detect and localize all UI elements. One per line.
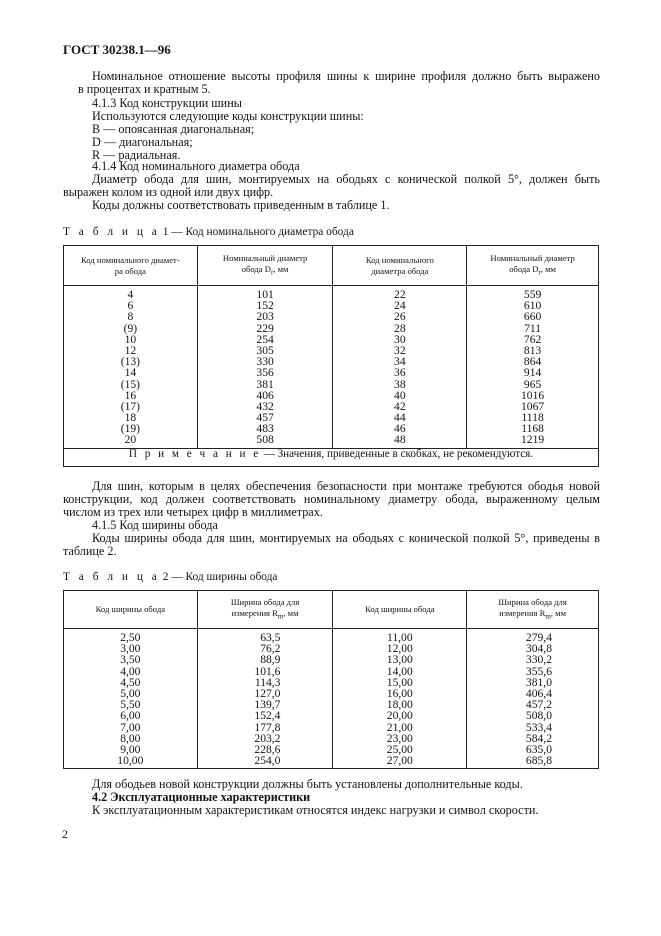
table-cell: 5,50 [120, 698, 141, 712]
table-1-header-diameter-2: Номинальный диаметр обода $D_r$, мм [467, 246, 599, 286]
table-cell: 18,00 [386, 698, 413, 712]
table-cell: 14 [124, 366, 137, 380]
table-cell: 3,00 [120, 642, 141, 656]
table-cell: 20,00 [386, 709, 413, 723]
table-cell: 18 [124, 411, 137, 425]
table-cell: 88,9 [260, 653, 281, 667]
section-415-line-2: таблице 2. [63, 544, 117, 558]
table-cell: 229 [256, 321, 274, 335]
table-cell: 330 [256, 355, 274, 369]
section-413-line: R — радиальная. [92, 147, 181, 162]
table-cell: 36 [394, 366, 406, 380]
table-cell: 330,2 [525, 653, 552, 667]
table-cell: 559 [523, 288, 542, 301]
table-cell: 10,00 [117, 754, 144, 768]
section-42-heading: 4.2 Эксплуатационные характеристики [92, 790, 311, 804]
table-cell: 8,00 [120, 731, 141, 745]
table-2 [63, 590, 599, 769]
after-table-1-line-3: числом из трех или четырех цифр в миллиметрах. [63, 505, 323, 519]
table-cell: 203 [256, 310, 274, 324]
table-2-header-code-2: Код ширины обода [333, 591, 467, 629]
table-cell: 26 [394, 310, 406, 324]
intro-line-1: Номинальное отношение высоты профиля шины к ширине профиля должно быть выражено [92, 69, 600, 83]
table-cell: 483 [256, 422, 274, 436]
table-cell: 813 [523, 343, 542, 357]
intro-line-2: в процентах и кратным 5. [78, 82, 211, 96]
table-cell: 508,0 [525, 709, 552, 723]
section-414-heading: 4.1.4 Код номинального диаметра обода [92, 159, 300, 173]
table-cell: 279,4 [525, 631, 552, 644]
table-cell: 254,0 [254, 754, 281, 768]
table-cell: 15,00 [386, 675, 413, 689]
table-1-header-code: Код номинального диамет- ра обода [64, 246, 198, 286]
table-2-header-code: Код ширины обода [64, 591, 198, 629]
table-cell: 13,00 [386, 653, 413, 667]
table-cell: 3,50 [120, 653, 141, 667]
table-cell: (17) [120, 399, 141, 413]
section-413-list [92, 110, 364, 162]
table-cell: 24 [394, 299, 406, 313]
table-cell: 63,5 [260, 631, 281, 644]
section-414-line-1: Диаметр обода для шин, монтируемых на ободьях с конической полкой 5°, должен быть [92, 172, 600, 186]
table-cell: 28 [394, 321, 406, 335]
table-1-col-code-2 [333, 289, 466, 446]
table-cell: 228,6 [254, 742, 281, 756]
table-1-header-code-2: Код номинального диаметра обода [333, 246, 467, 286]
table-1-caption [63, 226, 354, 239]
table-cell: 508 [256, 433, 274, 447]
after-table-1-line-1: Для шин, которым в целях обеспечения безопасности при монтаже требуются ободья новой [92, 479, 600, 493]
table-cell: 44 [394, 411, 406, 425]
table-cell: 914 [523, 366, 542, 380]
table-cell: 127,0 [254, 686, 281, 700]
table-cell: 8 [127, 310, 134, 324]
table-cell: 457,2 [525, 698, 552, 712]
table-cell: 965 [523, 377, 542, 391]
table-cell: 381,0 [525, 675, 552, 689]
table-cell: 864 [523, 355, 542, 369]
table-cell: 152,4 [254, 709, 281, 723]
table-1-col-code [64, 289, 197, 446]
table-cell: 21,00 [386, 720, 413, 734]
table-cell: 584,2 [525, 731, 552, 745]
section-414-paragraph-2: Коды должны соответствовать приведенным в таблице 1. [92, 198, 390, 212]
table-cell: 6 [127, 299, 134, 313]
table-cell: 4,50 [120, 675, 141, 689]
table-cell: 16 [124, 388, 137, 402]
table-cell: 139,7 [254, 698, 281, 712]
table-2-header-width: Ширина обода для измерения $R_m$, мм [197, 591, 333, 629]
table-cell: 30 [394, 332, 406, 346]
table-cell: 304,8 [525, 642, 552, 656]
table-cell: 16,00 [386, 686, 413, 700]
table-cell: 12 [124, 343, 137, 357]
table-cell: 46 [394, 422, 406, 436]
table-2-caption-title: 2 — Код ширины обода [162, 571, 278, 583]
table-1-header-diameter: Номинальный диаметр обода $D_r$, мм [197, 246, 333, 286]
section-415-line-1: Коды ширины обода для шин, монтируемых на ободьях с конической полкой 5°, приведены в [92, 531, 600, 545]
section-413-line: В — опоясанная диагональная; [92, 121, 255, 136]
table-1-note: П р и м е ч а н и е — Значения, приведенные в скобках, не рекомендуются. [64, 448, 599, 466]
table-cell: 2,50 [120, 631, 141, 644]
table-2-caption-lead: Т а б л и ц а [63, 571, 160, 583]
table-cell: 101 [256, 288, 274, 301]
table-cell: 1118 [521, 411, 544, 425]
table-cell: 40 [394, 388, 406, 402]
table-cell: 406 [256, 388, 274, 402]
table-cell: 1016 [521, 388, 545, 402]
table-1-col-diameter [198, 289, 333, 446]
table-2-col-width [198, 632, 333, 766]
table-cell: 48 [394, 433, 406, 447]
table-1-caption-lead: Т а б л и ц а [63, 226, 160, 238]
table-1-col-diameter-2 [467, 289, 598, 446]
table-cell: 34 [394, 355, 406, 369]
table-cell: 254 [256, 332, 274, 346]
after-table-1-line-2: конструкции, код должен соответствовать номинальному диаметру обода, выраженному целым [63, 492, 600, 506]
table-cell: 305 [256, 343, 274, 357]
table-cell: 12,00 [386, 642, 413, 656]
table-cell: 25,00 [386, 742, 413, 756]
document-code-header: ГОСТ 30238.1—96 [63, 42, 171, 57]
table-cell: 27,00 [386, 754, 413, 768]
table-cell: 432 [256, 399, 274, 413]
table-cell: 203,2 [254, 731, 281, 745]
table-cell: 101,6 [254, 664, 281, 678]
table-cell: (13) [120, 355, 141, 369]
after-table-2-paragraph: Для ободьев новой конструкции должны быть установлены дополнительные коды. [92, 777, 523, 791]
table-cell: 660 [523, 310, 542, 324]
table-cell: 7,00 [120, 720, 141, 734]
table-cell: 11,00 [386, 631, 413, 644]
table-cell: (9) [123, 321, 138, 335]
table-cell: 610 [523, 299, 542, 313]
table-cell: 6,00 [120, 709, 141, 723]
table-cell: 1067 [521, 399, 545, 413]
table-cell: 356 [256, 366, 274, 380]
table-cell: 38 [394, 377, 406, 391]
section-414-line-2: выражен колом из одной или двух цифр. [63, 185, 274, 199]
table-cell: 20 [124, 433, 137, 447]
table-cell: 457 [256, 411, 274, 425]
table-cell: 9,00 [120, 742, 141, 756]
table-2-col-code-2 [333, 632, 466, 766]
table-cell: 4,00 [120, 664, 141, 678]
table-cell: 177,8 [254, 720, 281, 734]
table-cell: (15) [120, 377, 141, 391]
table-cell: 42 [394, 399, 406, 413]
table-1 [63, 245, 599, 467]
table-cell: 711 [524, 321, 542, 335]
section-413-heading: 4.1.3 Код конструкции шины [92, 96, 242, 110]
table-2-header-width-2: Ширина обода для измерения $R_m$, мм [467, 591, 599, 629]
section-413-line: D — диагональная; [92, 134, 193, 149]
table-cell: 762 [523, 332, 542, 346]
page-number: 2 [62, 827, 68, 841]
table-cell: 406,4 [525, 686, 552, 700]
table-cell: 152 [256, 299, 274, 313]
section-415-heading: 4.1.5 Код ширины обода [92, 518, 218, 532]
table-2-caption [63, 571, 277, 584]
section-42-paragraph: К эксплуатационным характеристикам относятся индекс нагрузки и символ скорости. [92, 803, 539, 817]
table-2-col-width-2 [467, 632, 598, 766]
table-cell: 10 [124, 332, 137, 346]
table-1-caption-title: 1 — Код номинального диаметра обода [162, 226, 354, 238]
table-cell: 1168 [521, 422, 544, 436]
table-cell: 22 [394, 288, 406, 301]
table-cell: 685,8 [525, 754, 552, 768]
table-cell: 4 [127, 288, 134, 301]
table-2-col-code [64, 632, 197, 766]
table-cell: 635,0 [525, 742, 552, 756]
table-cell: 381 [256, 377, 274, 391]
section-413-line: Используются следующие коды конструкции шины: [92, 109, 364, 123]
table-cell: 5,00 [120, 686, 141, 700]
table-cell: 1219 [521, 433, 545, 447]
table-cell: 533,4 [525, 720, 552, 734]
table-cell: (19) [120, 422, 141, 436]
table-cell: 76,2 [260, 642, 281, 656]
table-cell: 32 [394, 343, 406, 357]
table-cell: 114,3 [254, 675, 281, 689]
table-cell: 14,00 [386, 664, 413, 678]
table-cell: 355,6 [525, 664, 552, 678]
table-cell: 23,00 [386, 731, 413, 745]
